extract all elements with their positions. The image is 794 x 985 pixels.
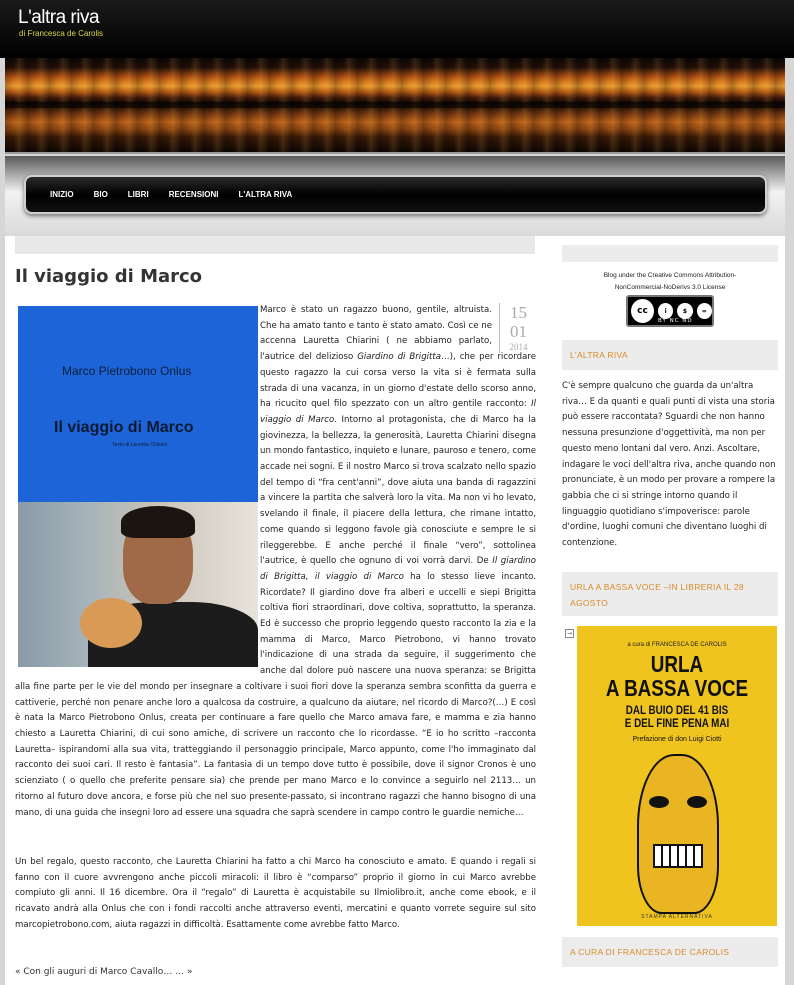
nav-item-recensioni[interactable]: RECENSIONI (168, 190, 219, 199)
license-text: Blog under the Creative Commons Attribution- NonCommercial-NoDerivs 3.0 License (603, 272, 737, 291)
main-nav (24, 175, 767, 214)
cc-badge-label: BY NC ND (658, 318, 693, 324)
book-reference: Il viaggio di Marco (260, 399, 536, 425)
book-publisher: STAMPA ALTERNATIVA (641, 914, 713, 920)
site-header (0, 0, 794, 58)
post-body-paragraph-1: Marco è stato un ragazzo buono, gentile, altruista. Che ha amato tanto e tanto è stato amato. Così ce ne accenna Lauretta Chiarini ( ne abbiamo parlato, l'autrice del delizioso Giardino di Brigitta…), che per ricordare questo ragazzo la cui corsa verso la vita si è fermata sulla strada di una vacanza, in un giorno d'estate dello scorso anno, ha ricucito quel filo spezzato con un altro gentile racconto: Il viaggio di Marco. Intorno al protagonista, che di Marco ha la giovinezza, la bellezza, la generosità, Lauretta Chiarini disegna un mondo fantastico, inquieto e lunare, pauroso e tenero, come accade nei sogni. E il nostro Marco si trova scalzato nello spazio del tempo di “fra cent'anni”, dove aiuta una banda di ragazzini a vincere la partita che salverà loro la vita. Ma non vi ho levato, svelando il finale, il piacere della lettura, che rimane intatto, come quando si leggono favole già conosciute e sempre le si rileggerebbe. E anche perché il finale “vero”, sottolinea l'autrice, è quello che ognuno di voi vorrà darvi. De Il giardino di Brigitta, il viaggio di Marco ha lo stesso lieve incanto. Ricordate? Il giardino dove fra alberi e uccelli e siepi Brigitta coltiva fiori straordinari, dove coltiva, soprattutto, la speranza. Ed è successo che proprio leggendo questo racconto la zia e la mamma di Marco, Marco Pietrobono, vi hanno trovato l'indicazione di una strada da seguire, il suggerimento che anche dal dolore può nascere una nuova speranza: se Brigitta alla fine parte per le vie del mondo per insegnare a coltivare i suoi fiori dove la speranza sembra sconfitta da guerra e cattiverie, perché non penare anche loro a qualcosa da costruire, a qualcuno da aiutare, nel ricordo di Marco?(…) E così è nata la Marco Pietrobono Onlus, creata per continuare a fare quello che Marco amava fare, e mamma e zia hanno chiesto a Lauretta Chiarini, di cui sono amiche, di scrivere un racconto che lo ricordasse. “E io ho scritto –racconta Lauretta– ispirandomi alla sua vita, tratteggiando il personaggio principale, Marco appunto, come l'ho immaginato dal racconto dei suoi cari. Il resto è fantasia”. La fantasia di un tempo dove tutto è possibile, dove il signor Cronos è uno scienziato ( o quello che preferite pensare sia) che prende per mano Marco e lo convince a seguirlo nel 2113… un ritorno al futuro dove ancora, e forse più che nel suo presente-passato, si incontrano ragazzi che hanno bisogno di una mano, di una guida che insegni loro ad essere una squadra che saprà scendere in campo contro le guardie nemiche… (15, 305, 536, 818)
altra-riva-text: C'è sempre qualcuno che guarda da un'altra riva… E da quanti e quali punti di vista una storia può essere raccontata? Sguardi che non hanno nessuna presunzione d'oggettività, ma non per questo meno lontani dal vero. Anzi. Ascoltare, indagare le voci dell'altra riva, anche quando non pronunciate, è un modo per provare a rompere la gabbia che ci si stringe intorno quando il linguaggio quotidiano s'impoverisce: parole d'ordine, luoghi comuni che diventano luoghi di contenzione. (562, 381, 776, 549)
book-cover (18, 306, 258, 502)
content-top-bar (15, 236, 535, 254)
cc-icon: cc (631, 299, 654, 323)
creative-commons-badge[interactable] (626, 295, 714, 327)
noncommercial-icon: $ (677, 303, 692, 319)
post-date: 15 01 2014 (499, 303, 537, 353)
post-body-paragraph-2: Un bel regalo, questo racconto, che Lauretta Chiarini ha fatto a chi Marco ha conosciuto e amato. E quando i regali si fanno con il cuore avvrengono anche piccoli miracoli: il libro è “comparso” proprio il giorno in cui Marco avrebbe compiuto gli anni. Il 16 dicembre. Ora il “regalo” di Lauretta è acquistabile su Ilmiolibro.it, anche come ebook, e il ricavato andrà alla Onlus che con i fondi raccolti anche attraverso eventi, mercatini e quanto vorrete seguire sul sito marcopietrobono.com, aiuta ragazzi in difficoltà. Esattamente come avrebbe fatto Marco. (15, 857, 536, 930)
widget-title-urla: URLA A BASSA VOCE –IN LIBRERIA IL 28 AGOSTO (562, 572, 778, 616)
cat-shape (80, 598, 142, 648)
widget-title-curated: A CURA DI FRANCESCA DE CAROLIS (562, 937, 778, 967)
post-title[interactable]: Il viaggio di Marco (15, 266, 203, 287)
header-banner-image (5, 58, 785, 154)
book-subtitle: DAL BUIO DEL 41 BIS E DEL FINE PENA MAI (624, 703, 730, 730)
portrait-photo (18, 502, 258, 667)
nav-item-libri[interactable]: LIBRI (127, 190, 149, 199)
external-link-icon[interactable]: → (566, 630, 573, 637)
post-image[interactable] (18, 306, 258, 667)
book-reference: Giardino di Brigitta (357, 352, 442, 363)
widget-title-altra-riva: L'ALTRA RIVA (562, 340, 778, 370)
book-cover-urla[interactable]: a cura di FRANCESCA DE CAROLIS URLA A BASSA VOCE DAL BUIO DEL 41 BIS E DEL FINE PENA MAI Prefazione di don Luigi Ciotti STAMPA ALTERNATIVA (577, 626, 777, 926)
main-content (5, 236, 552, 985)
mask-illustration (637, 754, 719, 914)
prev-post-link[interactable]: « Con gli auguri di Marco Cavallo… … » (15, 967, 193, 977)
book-preface: Prefazione di don Luigi Ciotti (632, 736, 722, 743)
nav-item-inizio[interactable]: INIZIO (50, 190, 74, 199)
attribution-icon: i (658, 303, 673, 319)
site-subtitle: di Francesca de Carolis (19, 29, 104, 38)
nav-item-bio[interactable]: BIO (93, 190, 108, 199)
noderivs-icon: = (697, 303, 712, 319)
book-title: URLA A BASSA VOCE (605, 651, 749, 701)
cover-small-text: Testo di Lauretta Chiarini (112, 442, 168, 448)
sidebar (552, 236, 785, 985)
site-title[interactable]: L'altra riva (18, 7, 100, 28)
sidebar-top-bar (562, 245, 778, 262)
cover-author: Marco Pietrobono Onlus (62, 364, 192, 378)
cover-title: Il viaggio di Marco (54, 419, 194, 436)
book-reference: Il giardino di Brigitta, il viaggio di Marco (260, 556, 536, 582)
nav-item-altra-riva[interactable]: L'ALTRA RIVA (238, 190, 293, 199)
